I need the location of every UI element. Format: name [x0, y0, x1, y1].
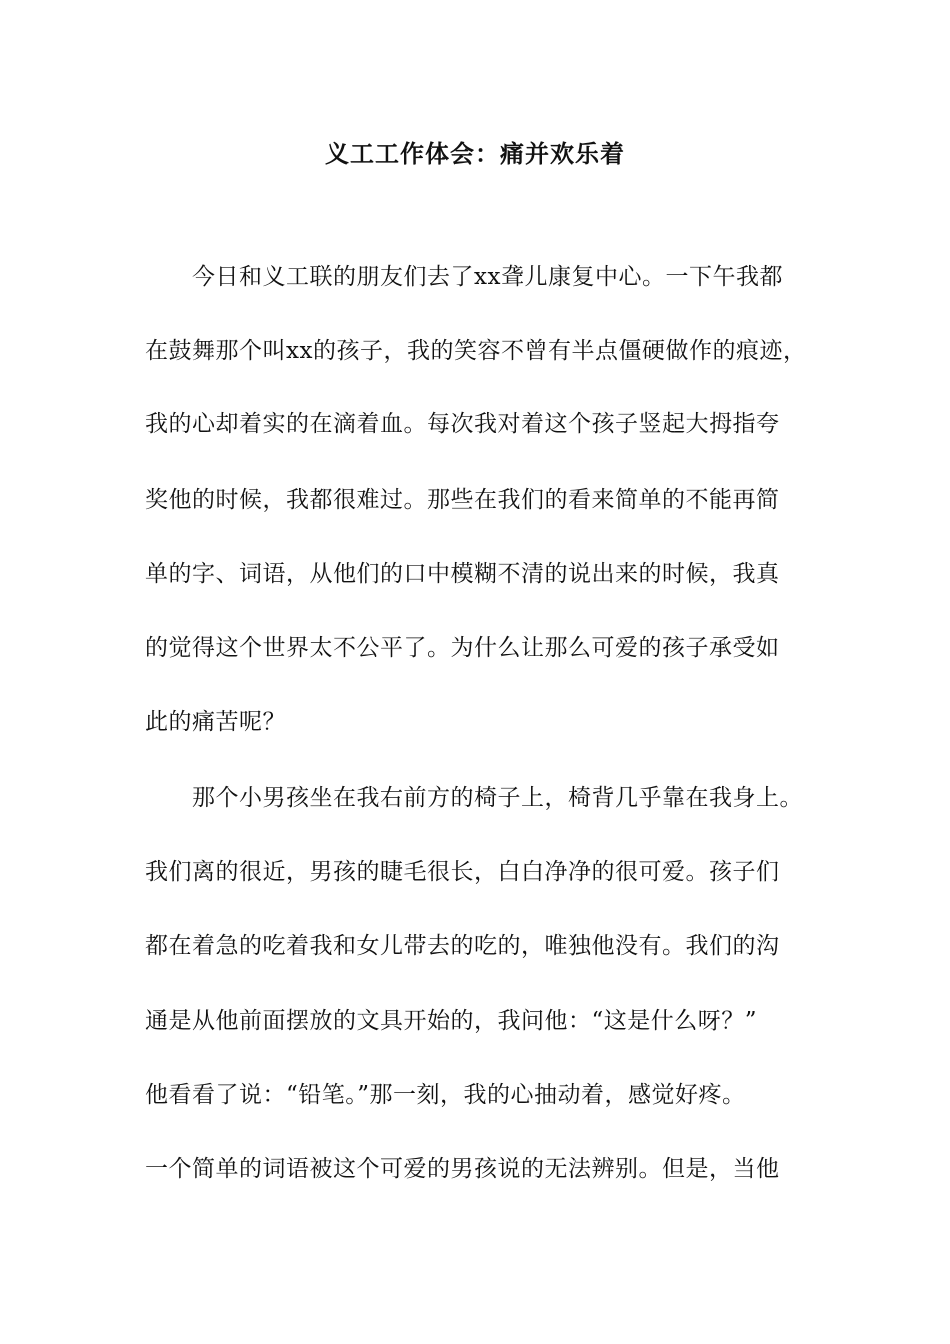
paragraph-1-line-4: 奖他的时候，我都很难过。那些在我们的看来简单的不能再简: [145, 487, 780, 513]
paragraph-2-line-5: 他看看了说：“铅笔。”那一刻，我的心抽动着，感觉好疼。: [145, 1082, 746, 1108]
paragraph-1-line-3: 我的心却着实的在滴着血。每次我对着这个孩子竖起大拇指夸: [145, 411, 780, 437]
paragraph-1-line-7: 此的痛苦呢？: [145, 709, 286, 735]
document-title: 义工工作体会：痛并欢乐着: [325, 140, 625, 168]
paragraph-2-line-3: 都在着急的吃着我和女儿带去的吃的，唯独他没有。我们的沟: [145, 933, 780, 959]
paragraph-2-line-6: 一个简单的词语被这个可爱的男孩说的无法辨别。但是，当他: [145, 1156, 780, 1182]
paragraph-1-line-1: 今日和义工联的朋友们去了xx聋儿康复中心。一下午我都: [192, 264, 783, 290]
paragraph-1-line-2: 在鼓舞那个叫xx的孩子，我的笑容不曾有半点僵硬做作的痕迹，: [145, 338, 807, 364]
paragraph-1-line-5: 单的字、词语，从他们的口中模糊不清的说出来的时候，我真: [145, 561, 780, 587]
paragraph-2-line-2: 我们离的很近，男孩的睫毛很长，白白净净的很可爱。孩子们: [145, 859, 780, 885]
paragraph-2-line-1: 那个小男孩坐在我右前方的椅子上，椅背几乎靠在我身上。: [192, 785, 803, 811]
paragraph-2-line-4: 通是从他前面摆放的文具开始的，我问他：“这是什么呀？”: [145, 1008, 758, 1034]
paragraph-1-line-6: 的觉得这个世界太不公平了。为什么让那么可爱的孩子承受如: [145, 635, 780, 661]
